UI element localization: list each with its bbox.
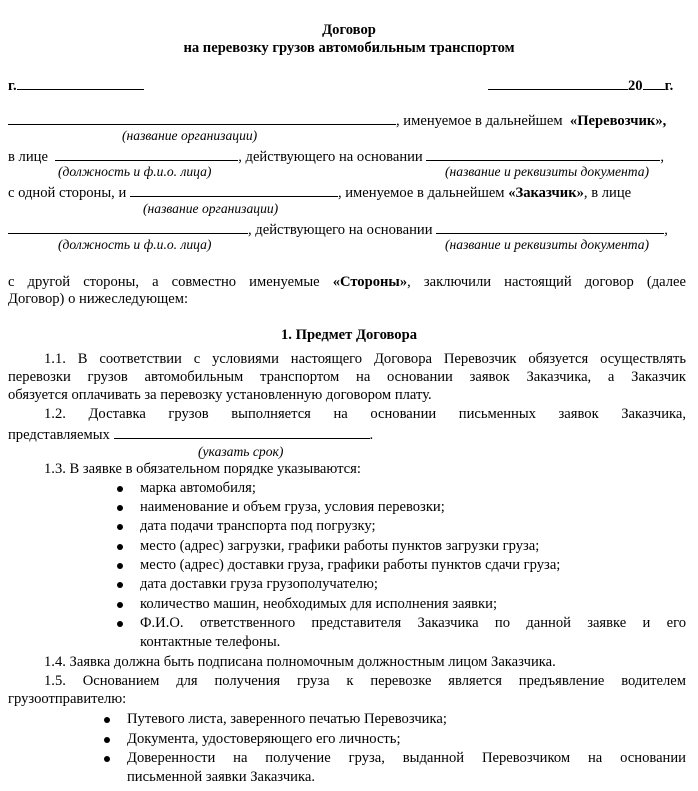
list-item: марка автомобиля; bbox=[140, 480, 256, 496]
bullet-icon bbox=[104, 756, 110, 762]
customer-line bbox=[8, 182, 631, 202]
list-item: дата подачи транспорта под погрузку; bbox=[140, 518, 376, 534]
para-1-5-line-1: 1.5. Основанием для получения груза к перевозке является предъявление водителем bbox=[44, 673, 686, 689]
section-heading: 1. Предмет Договора bbox=[281, 327, 417, 343]
preamble-text-b: , заключили настоящий договор (далее bbox=[407, 274, 686, 290]
submitted-label: представляемых bbox=[8, 427, 110, 443]
carrier-text: , именуемое в дальнейшем bbox=[396, 113, 563, 129]
preamble-line-2: Договор) о нижеследующем: bbox=[8, 291, 189, 307]
hint-org-2: (название организации) bbox=[143, 201, 279, 216]
bullet-icon bbox=[117, 486, 123, 492]
date-blank bbox=[488, 75, 628, 90]
bullet-icon bbox=[117, 621, 123, 627]
customer-tail: , в лице bbox=[583, 185, 632, 201]
bullet-icon bbox=[117, 602, 123, 608]
preamble-text-a: с другой стороны, а совместно именуемые bbox=[8, 274, 320, 290]
one-side-label: с одной стороны, и bbox=[8, 185, 127, 201]
date-line bbox=[488, 75, 673, 95]
hint-position-2: (должность и ф.и.о. лица) bbox=[58, 237, 212, 252]
hint-document: (название и реквизиты документа) bbox=[445, 164, 650, 179]
list-item-continuation: письменной заявки Заказчика. bbox=[127, 769, 315, 785]
list-item-continuation: контактные телефоны. bbox=[140, 634, 281, 650]
city-blank bbox=[17, 75, 144, 90]
list-item: место (адрес) доставки груза, графики работы пунктов сдачи груза; bbox=[140, 557, 561, 573]
para-1-2-line-2: представляемых . bbox=[8, 424, 373, 444]
bullet-icon bbox=[117, 544, 123, 550]
bullet-icon bbox=[117, 582, 123, 588]
preamble-line-1 bbox=[8, 274, 686, 291]
year-blank bbox=[643, 75, 665, 90]
doc-subtitle: на перевозку грузов автомобильным транспортом bbox=[183, 40, 515, 56]
list-item: дата доставки груза грузополучателю; bbox=[140, 576, 378, 592]
para-1-1-line-2: перевозки грузов автомобильным транспортом на основании заявок Заказчика, а Заказчик bbox=[8, 369, 686, 385]
hint-term: (указать срок) bbox=[198, 444, 284, 459]
city-line bbox=[8, 75, 144, 95]
list-item: количество машин, необходимых для исполнения заявки; bbox=[140, 596, 497, 612]
bullet-icon bbox=[117, 524, 123, 530]
para-1-1-line-1: 1.1. В соответствии с условиями настоящего Договора Перевозчик обязуется осуществлять bbox=[44, 351, 686, 367]
list-item: Документа, удостоверяющего его личность; bbox=[127, 731, 401, 747]
customer-text: , именуемое в дальнейшем bbox=[337, 185, 505, 201]
customer-org-blank bbox=[130, 182, 338, 197]
carrier-role: «Перевозчик» bbox=[569, 113, 663, 129]
carrier-line bbox=[8, 110, 666, 130]
bullet-icon bbox=[117, 563, 123, 569]
carrier-comma: , bbox=[662, 113, 667, 129]
doc-title: Договор bbox=[322, 22, 376, 38]
list-item: место (адрес) загрузки, графики работы пунктов загрузки груза; bbox=[140, 538, 540, 554]
list-item: Путевого листа, заверенного печатью Перевозчика; bbox=[127, 711, 447, 727]
list-item: Ф.И.О. ответственного представителя Заказчика по данной заявке и его bbox=[140, 615, 686, 631]
hint-position: (должность и ф.и.о. лица) bbox=[58, 164, 212, 179]
hint-org: (название организации) bbox=[122, 128, 258, 143]
para-1-1-line-3: обязуется оплачивать за перевозку установленную договором плату. bbox=[8, 387, 432, 403]
in-person-label: в лице bbox=[8, 149, 48, 165]
term-blank bbox=[114, 424, 370, 439]
customer-person-line: , действующего на основании , bbox=[8, 219, 668, 239]
para-1-2-line-1: 1.2. Доставка грузов выполняется на основании письменных заявок Заказчика, bbox=[44, 406, 686, 422]
list-item: наименование и объем груза, условия перевозки; bbox=[140, 499, 445, 515]
hint-document-2: (название и реквизиты документа) bbox=[445, 237, 650, 252]
bullet-icon bbox=[117, 505, 123, 511]
para-1-5-line-2: грузоотправителю: bbox=[8, 691, 127, 707]
acting-on-label-2: , действующего на основании bbox=[248, 222, 433, 238]
acting-on-label: , действующего на основании bbox=[238, 149, 423, 165]
bullet-icon bbox=[104, 737, 110, 743]
in-person-line: в лице , действующего на основании , bbox=[8, 146, 664, 166]
bullet-icon bbox=[104, 717, 110, 723]
basis-blank bbox=[426, 146, 660, 161]
para-1-3: 1.3. В заявке в обязательном порядке указываются: bbox=[44, 461, 361, 477]
city-prefix: г. bbox=[8, 78, 17, 94]
para-1-4: 1.4. Заявка должна быть подписана полномочным должностным лицом Заказчика. bbox=[44, 654, 556, 670]
basis-blank-2 bbox=[436, 219, 664, 234]
position-blank bbox=[55, 146, 238, 161]
carrier-org-blank bbox=[8, 110, 396, 125]
position-blank-2 bbox=[8, 219, 248, 234]
list-item: Доверенности на получение груза, выданной Перевозчиком на основании bbox=[127, 750, 686, 766]
customer-role: «Заказчик» bbox=[508, 185, 584, 201]
parties-role: «Стороны» bbox=[332, 274, 408, 290]
year-suffix: г. bbox=[664, 78, 674, 94]
year-prefix: 20 bbox=[628, 78, 643, 94]
